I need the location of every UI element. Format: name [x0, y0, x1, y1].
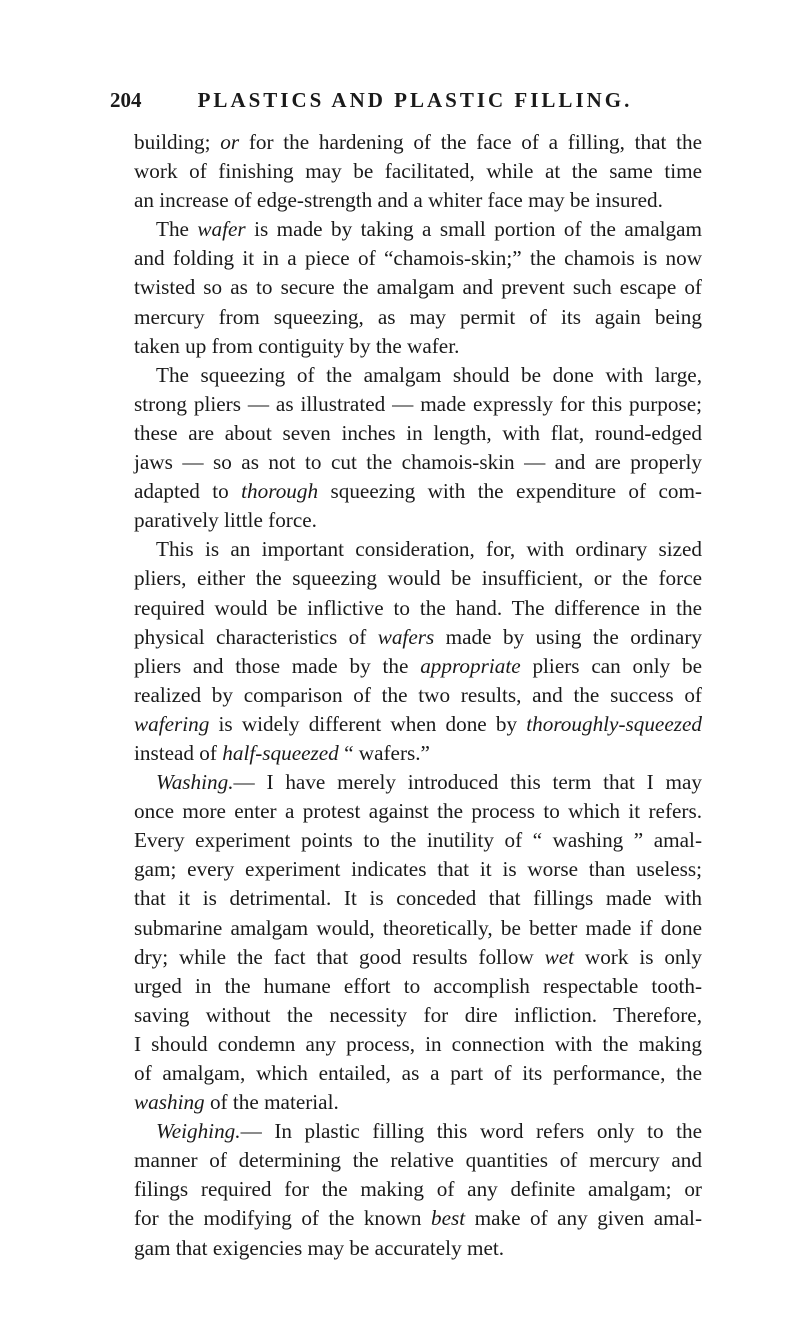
text-line — [110, 448, 702, 477]
text-run: saving without the necessity for dire infliction. Therefore, — [134, 1002, 702, 1027]
text-line — [110, 1204, 702, 1233]
text-line — [110, 186, 702, 215]
text-line — [110, 1001, 702, 1030]
text-run: paratively little force. — [134, 508, 317, 533]
text-line — [110, 1030, 702, 1059]
text-line — [110, 1234, 702, 1263]
paragraph — [110, 215, 702, 360]
text-run: once more enter a protest against the process to which it refers. — [134, 799, 702, 824]
text-run: is widely different when done by — [209, 711, 527, 736]
text-line — [110, 390, 702, 419]
text-run: make of any given amal- — [465, 1206, 702, 1231]
italic-text: thorough — [241, 479, 319, 504]
text-run: work is only — [574, 944, 702, 969]
text-line — [110, 594, 702, 623]
text-line — [110, 564, 702, 593]
italic-text: Weighing. — [156, 1119, 241, 1144]
text-run: submarine amalgam would, theoretically, be better made if done — [134, 915, 702, 940]
text-run: filings required for the making of any definite amalgam; or — [134, 1177, 702, 1202]
text-run: an increase of edge-strength and a whiter face may be insured. — [134, 188, 663, 213]
text-run: building; — [134, 130, 221, 154]
italic-text: half-squeezed — [222, 740, 339, 765]
italic-text: washing — [134, 1090, 205, 1115]
text-run: of the material. — [204, 1090, 339, 1115]
text-run: that it is detrimental. It is conceded that fillings made with — [134, 886, 702, 911]
text-run: adapted to — [134, 479, 242, 504]
italic-text: thoroughly-squeezed — [526, 711, 702, 736]
text-run: gam that exigencies may be accurately met. — [134, 1235, 505, 1260]
italic-text: appropriate — [420, 653, 521, 678]
text-line — [110, 1175, 702, 1204]
italic-text: wafering — [134, 711, 210, 736]
page-number: 204 — [110, 88, 142, 112]
text-line — [110, 884, 702, 913]
text-line — [110, 914, 702, 943]
text-run: is made by taking a small portion of the amalgam — [245, 217, 702, 242]
text-run: taken up from contiguity by the wafer. — [134, 333, 460, 358]
text-run: realized by comparison of the two results, and the success of — [134, 682, 702, 707]
text-line — [110, 361, 702, 390]
text-run: pliers and those made by the — [134, 653, 421, 678]
text-run: pliers can only be — [520, 653, 703, 678]
text-line — [110, 332, 702, 361]
text-line — [110, 303, 702, 332]
italic-text: wafer — [197, 217, 246, 242]
text-line — [110, 768, 702, 797]
text-run: jaws — so as not to cut the chamois-skin — and are properly — [134, 450, 702, 475]
text-line — [110, 1088, 702, 1117]
paragraph — [110, 535, 702, 768]
text-run: physical characteristics of — [134, 624, 378, 649]
text-line — [110, 826, 702, 855]
text-line — [110, 506, 702, 535]
text-run: dry; while the fact that good results follow — [134, 944, 545, 969]
text-run: Every experiment points to the inutility of “ washing ” amal- — [134, 828, 702, 853]
text-line — [110, 652, 702, 681]
text-line — [110, 739, 702, 768]
text-run: for the hardening of the face of a filling, that the — [239, 130, 703, 154]
body-text — [110, 128, 702, 1263]
text-line — [110, 419, 702, 448]
text-run: made by using the ordinary — [434, 624, 702, 649]
text-line — [110, 710, 702, 739]
text-run: The — [156, 217, 198, 242]
text-run: pliers, either the squeezing would be insufficient, or the force — [134, 566, 702, 591]
text-line — [110, 1059, 702, 1088]
paragraph — [110, 768, 702, 1117]
text-run: required would be inflictive to the hand. The difference in the — [134, 595, 702, 620]
paragraph — [110, 128, 702, 215]
text-run: work of finishing may be facilitated, while at the same time — [134, 159, 702, 184]
text-run: twisted so as to secure the amalgam and prevent such escape of — [134, 275, 702, 300]
text-run: This is an important consideration, for, with ordinary sized — [156, 537, 702, 562]
text-line — [110, 273, 702, 302]
text-run: of amalgam, which entailed, as a part of its performance, the — [134, 1061, 702, 1085]
text-run: mercury from squeezing, as may permit of its again being — [134, 304, 702, 329]
text-run: — In plastic filling this word refers only to the — [240, 1119, 702, 1144]
italic-text: wet — [544, 944, 575, 969]
text-run: gam; every experiment indicates that it is worse than useless; — [134, 857, 702, 882]
paragraph — [110, 1117, 702, 1262]
text-run: instead of — [134, 740, 223, 765]
text-run: “ wafers.” — [338, 740, 430, 765]
text-run: urged in the humane effort to accomplish respectable tooth- — [134, 973, 702, 998]
running-head: PLASTICS AND PLASTIC FILLING. — [197, 88, 633, 112]
italic-text: Washing. — [156, 770, 234, 795]
text-line — [110, 215, 702, 244]
text-line — [110, 157, 702, 186]
text-line — [110, 477, 702, 506]
text-run: and folding it in a piece of “chamois-skin;” the chamois is now — [134, 246, 702, 271]
text-line — [110, 855, 702, 884]
italic-text: or — [220, 130, 240, 154]
text-line — [110, 128, 702, 157]
italic-text: best — [431, 1206, 466, 1231]
text-line — [110, 535, 702, 564]
text-line — [110, 244, 702, 273]
text-line — [110, 1117, 702, 1146]
text-line — [110, 681, 702, 710]
page-header — [110, 88, 702, 118]
text-run: these are about seven inches in length, with flat, round-edged — [134, 420, 702, 445]
text-line — [110, 972, 702, 1001]
paragraph — [110, 361, 702, 536]
text-line — [110, 623, 702, 652]
italic-text: wafers — [377, 624, 435, 649]
text-run: I should condemn any process, in connection with the making — [134, 1031, 702, 1056]
text-line — [110, 797, 702, 826]
text-run: squeezing with the expenditure of com- — [318, 479, 702, 504]
text-run: — I have merely introduced this term that I may — [233, 770, 702, 795]
text-run: strong pliers — as illustrated — made expressly for this purpose; — [134, 391, 702, 416]
text-run: for the modifying of the known — [134, 1206, 431, 1231]
text-line — [110, 943, 702, 972]
text-run: manner of determining the relative quantities of mercury and — [134, 1148, 702, 1173]
text-line — [110, 1146, 702, 1175]
text-run: The squeezing of the amalgam should be done with large, — [156, 362, 702, 387]
